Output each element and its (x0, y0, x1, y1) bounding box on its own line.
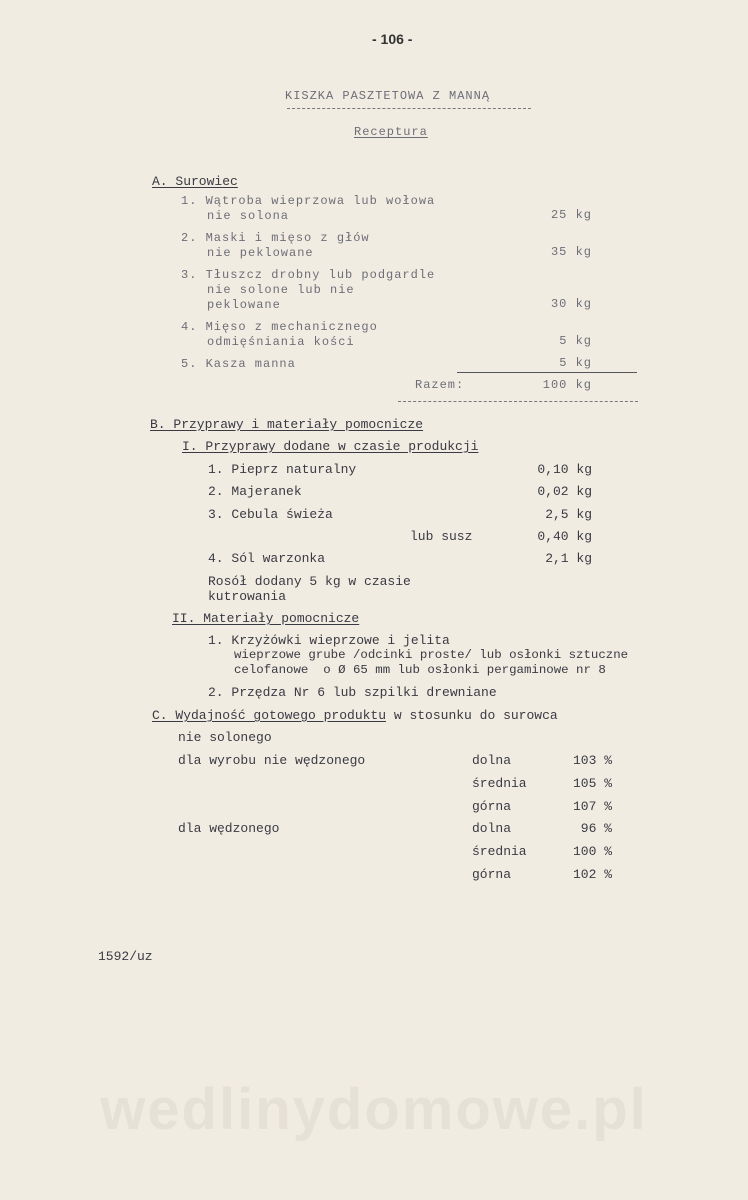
spice-2-name: 2. Majeranek (208, 484, 302, 499)
spice-3-amount: 2,5 kg (545, 507, 592, 522)
spice-1-amount: 0,10 kg (537, 462, 592, 477)
ingredient-1-line2: nie solona (207, 209, 290, 223)
ingredient-1-amount: 25 kg (550, 208, 592, 222)
section-c-heading (152, 708, 558, 723)
aux-2: 2. Przędza Nr 6 lub szpilki drewniane (208, 685, 497, 700)
spice-4-amount: 2,1 kg (545, 551, 592, 566)
yield-1-level-2: średnia (472, 776, 527, 791)
spice-4-name: 4. Sól warzonka (208, 551, 326, 566)
ingredient-5-line1: 5. Kasza manna (181, 357, 296, 371)
section-c-line2: nie solonego (178, 730, 272, 745)
section-c-label: C. Wydajność gotowego produktu (152, 708, 387, 723)
ingredient-5-amount: 5 kg (559, 356, 592, 370)
total-amount: 100 kg (542, 378, 592, 392)
yield-2-value-3: 102 % (572, 867, 612, 882)
ingredient-3-line2: nie solone lub nie (207, 283, 355, 297)
yield-1-value-2: 105 % (572, 776, 612, 791)
yield-2-level-1: dolna (472, 821, 512, 836)
spice-3-name: 3. Cebula świeża (208, 507, 333, 522)
ingredient-2-line1: 2. Maski i mięso z głów (181, 231, 370, 245)
ingredient-4-line1: 4. Mięso z mechanicznego (181, 320, 378, 334)
section-a-heading: A. Surowiec (152, 174, 238, 189)
yield-2-level-2: średnia (472, 844, 527, 859)
aux-1-line1: 1. Krzyżówki wieprzowe i jelita (208, 633, 450, 648)
ingredient-4-amount: 5 kg (559, 334, 592, 348)
section-b-heading: B. Przyprawy i materiały pomocnicze (150, 417, 424, 432)
page-number: - 106 - (372, 31, 413, 47)
ingredient-2-line2: nie peklowane (207, 246, 314, 260)
footer-code: 1592/uz (98, 949, 153, 964)
ingredient-3-line1: 3. Tłuszcz drobny lub podgardle (181, 268, 436, 282)
aux-materials-heading: II. Materiały pomocnicze (172, 611, 360, 626)
aux-1-line2: wieprzowe grube /odcinki proste/ lub osłonki sztuczne (234, 648, 629, 662)
ingredient-1-line1: 1. Wątroba wieprzowa lub wołowa (181, 194, 436, 208)
spice-1-name: 1. Pieprz naturalny (208, 462, 357, 477)
broth-note-line2: kutrowania (208, 589, 287, 604)
total-underline (398, 401, 638, 402)
title-underline (287, 108, 531, 109)
yield-1-value-1: 103 % (572, 753, 612, 768)
section-c-label-rest: w stosunku do surowca (386, 708, 558, 723)
broth-note-line1: Rosół dodany 5 kg w czasie (208, 574, 411, 589)
yield-1-level-3: górna (472, 799, 512, 814)
document-title: KISZKA PASZTETOWA Z MANNĄ (285, 89, 491, 103)
yield-group-1-label: dla wyrobu nie wędzonego (178, 753, 366, 768)
yield-2-level-3: górna (472, 867, 512, 882)
aux-1-line3: celofanowe o Ø 65 mm lub osłonki pergaminowe nr 8 (234, 663, 606, 677)
ingredient-3-amount: 30 kg (550, 297, 592, 311)
total-label: Razem: (415, 378, 465, 392)
ingredient-3-line3: peklowane (207, 298, 281, 312)
sum-line (457, 372, 637, 373)
yield-group-2-label: dla wędzonego (178, 821, 280, 836)
spice-3-alt-name: lub susz (410, 529, 473, 544)
ingredient-4-line2: odmięśniania kości (207, 335, 355, 349)
yield-2-value-1: 96 % (580, 821, 612, 836)
spices-heading: I. Przyprawy dodane w czasie produkcji (182, 439, 479, 454)
document-subtitle: Receptura (354, 125, 428, 139)
yield-1-value-3: 107 % (572, 799, 612, 814)
spice-2-amount: 0,02 kg (537, 484, 592, 499)
ingredient-2-amount: 35 kg (550, 245, 592, 259)
yield-2-value-2: 100 % (572, 844, 612, 859)
yield-1-level-1: dolna (472, 753, 512, 768)
watermark: wedlinydomowe.pl (100, 1077, 648, 1142)
spice-3-alt-amount: 0,40 kg (537, 529, 592, 544)
